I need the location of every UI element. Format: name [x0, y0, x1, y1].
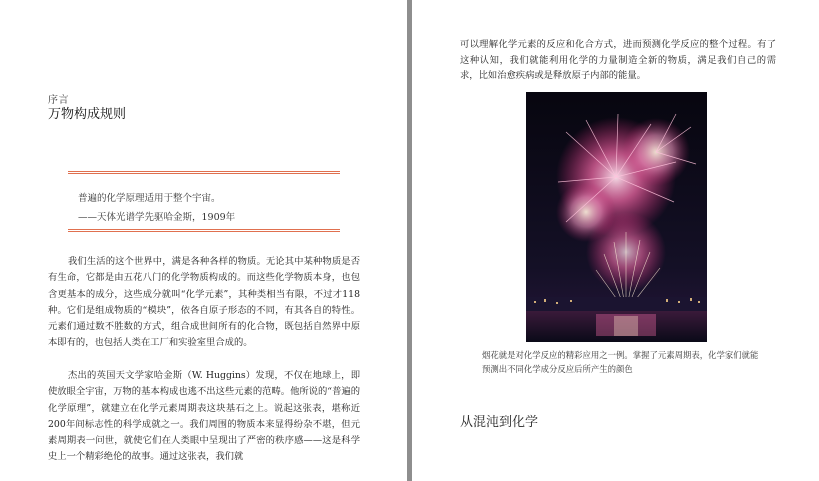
epigraph-bottom-rule [68, 229, 340, 232]
right-page [412, 0, 819, 481]
chapter-title: 万物构成规则 [48, 107, 127, 122]
epigraph-quote: 普遍的化学原理适用于整个宇宙。 [78, 193, 221, 204]
body-paragraph-2: 杰出的英国天文学家哈金斯（W. Huggins）发现，不仅在地球上，即使放眼全宇宙，万物的基本构成也逃不出这些元素的范畴。他所说的“普遍的化学原理”，就建立在化学元素周期表这块基石之上。说起这张表，堪称近200年间标志性的科学成就之一。我们周围的物质本来显得纷杂不堪，但元素周期表一问世，就使它们在人类眼中呈现出了严密的秩序感——这是科学史上一个精彩绝伦的故事。通过这张表，我们就 [48, 370, 360, 463]
epigraph-top-rule [68, 171, 340, 174]
fireworks-photo [526, 92, 707, 342]
section-label: 序言 [48, 95, 69, 106]
photo-caption: 烟花就是对化学反应的精彩应用之一例。掌握了元素周期表，化学家们就能预测出不同化学成分反应后所产生的颜色 [482, 350, 759, 374]
body-paragraph-1: 我们生活的这个世界中，满是各种各样的物质。无论其中某种物质是否有生命，它都是由五花八门的化学物质构成的。而这些化学物质本身，也包含更基本的成分，这些成分就叫“化学元素”，其种类相当有限，不过才118种。它们是组成物质的“模块”，依各自原子形态的不同，有其各自的特性。元素们通过数不胜数的方式，组合成世间所有的化合物，既包括自然界中原本即有的，也包括人类在工厂和实验室里合成的。 [48, 256, 360, 349]
section-heading: 从混沌到化学 [460, 415, 539, 430]
epigraph-attribution: ——天体光谱学先驱哈金斯，1909年 [78, 212, 236, 223]
left-page [0, 0, 407, 481]
body-paragraph-continued: 可以理解化学元素的反应和化合方式，进而预测化学反应的整个过程。有了这种认知，我们就能利用化学的力量制造全新的物质，满足我们自己的需求，比如治愈疾病或是释放原子内部的能量。 [460, 39, 776, 81]
